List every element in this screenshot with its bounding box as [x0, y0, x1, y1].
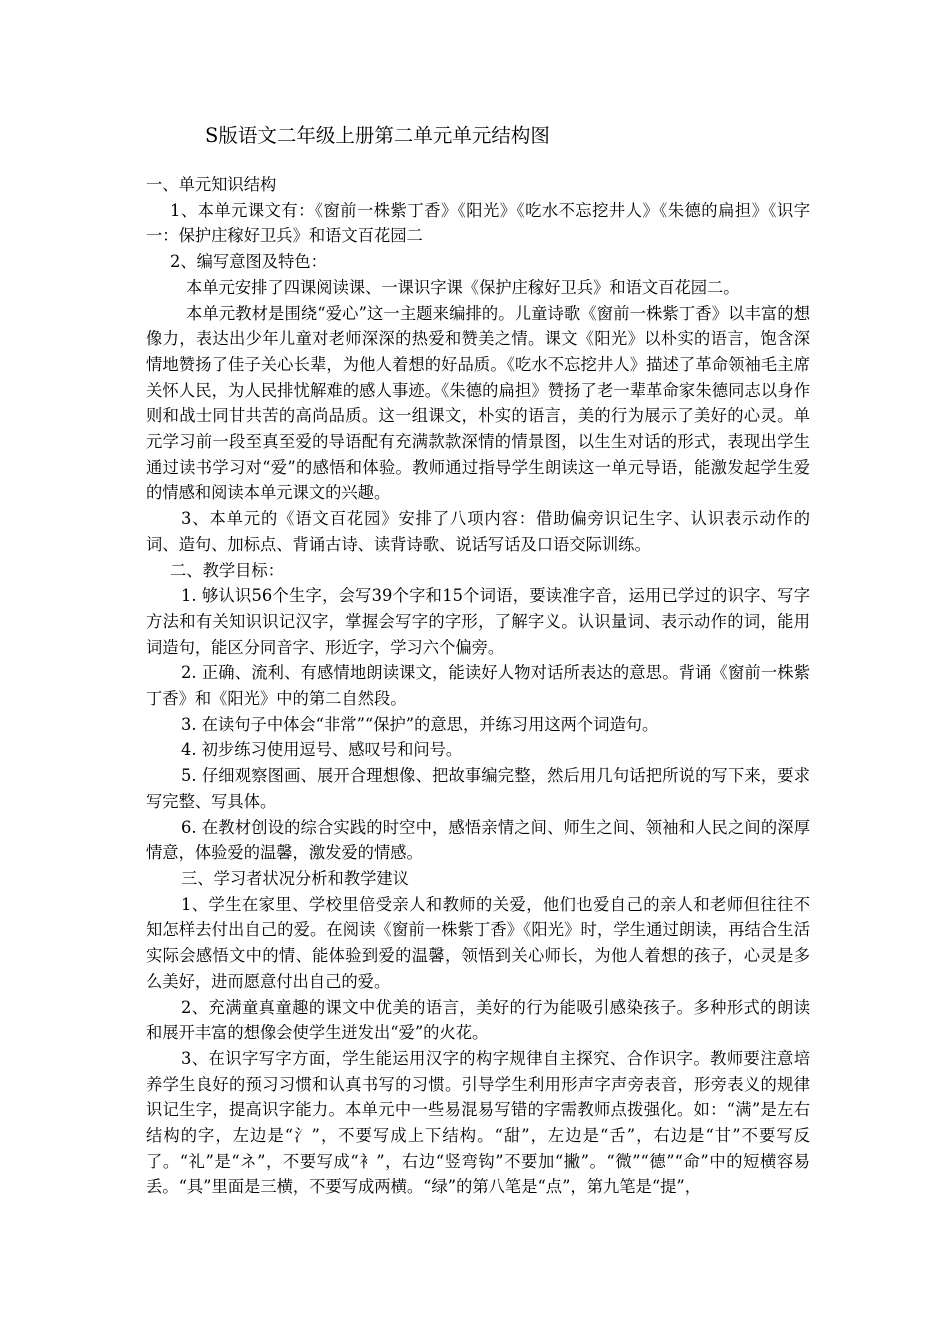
- paragraph-goal-2: 2. 正确、流利、有感情地朗读课文，能读好人物对话所表达的意思。背诵《窗前一株紫丁香》和《阳光》中的第二自然段。: [146, 663, 810, 709]
- paragraph-unit-arrangement: 本单元安排了四课阅读课、一课识字课《保护庄稼好卫兵》和语文百花园二。: [186, 277, 740, 297]
- paragraph-analysis-2: 2、充满童真童趣的课文中优美的语言，美好的行为能吸引感染孩子。多种形式的朗读和展开丰富的想像会使学生迸发出“爱”的火花。: [146, 997, 810, 1043]
- paragraph-design-intent-heading: 2、编写意图及特色：: [170, 252, 327, 272]
- section-heading-learner-analysis: 三、学习者状况分析和教学建议: [181, 868, 409, 888]
- paragraph-analysis-3: 3、在识字写字方面，学生能运用汉字的构字规律自主探究、合作识字。教师要注意培养学生良好的预习习惯和认真书写的习惯。引导学生利用形声字声旁表音，形旁表义的规律识记生字，提高识字能力。本单元中一些易混易写错的字需教师点拨强化。如：“满”是左右结构的字，左边是“氵”，不要写成上下结构。“甜”，左边是“舌”，右边是“甘”不要写反了。“礼”是“ネ”，不要写成“衤”，右边“竖弯钩”不要加“撇”。“微”“德”“命”中的短横容易丢。“具”里面是三横，不要写成两横。“绿”的第八笔是“点”，第九笔是“提”，: [146, 1048, 810, 1197]
- paragraph-lesson-list: 1、本单元课文有：《窗前一株紫丁香》《阳光》《吃水不忘挖井人》《朱德的扁担》《识字一：保护庄稼好卫兵》和语文百花园二: [146, 200, 810, 246]
- document-title: S版语文二年级上册第二单元单元结构图: [205, 124, 550, 147]
- paragraph-goal-4: 4. 初步练习使用逗号、感叹号和问号。: [181, 740, 463, 760]
- paragraph-analysis-1: 1、学生在家里、学校里倍受亲人和教师的关爱，他们也爱自己的亲人和老师但往往不知怎样去付出自己的爱。在阅读《窗前一株紫丁香》《阳光》时，学生通过朗读，再结合生活实际会感悟文中的情、能体验到爱的温馨，领悟到关心师长，为他人着想的孩子，心灵是多么美好，进而愿意付出自己的爱。: [146, 894, 810, 991]
- paragraph-goal-3: 3. 在读句子中体会“非常”“保护”的意思，并练习用这两个词造句。: [181, 714, 659, 734]
- paragraph-unit-theme: 本单元教材是围绕“爱心”这一主题来编排的。儿童诗歌《窗前一株紫丁香》以丰富的想像力，表达出少年儿童对老师深深的热爱和赞美之情。课文《阳光》以朴实的语言，饱含深情地赞扬了佳子关心长辈，为他人着想的好品质。《吃水不忘挖井人》描述了革命领袖毛主席关怀人民，为人民排忧解难的感人事迹。《朱德的扁担》赞扬了老一辈革命家朱德同志以身作则和战士同甘共苦的高尚品质。这一组课文，朴实的语言，美的行为展示了美好的心灵。单元学习前一段至真至爱的导语配有充满款款深情的情景图，以生生对话的形式，表现出学生通过读书学习对“爱”的感悟和体验。教师通过指导学生朗读这一单元导语，能激发起学生爱的情感和阅读本单元课文的兴趣。: [146, 303, 810, 503]
- paragraph-goal-1: 1. 够认识56个生字，会写39个字和15个词语，要读准字音，运用已学过的识字、写字方法和有关知识识记汉字，掌握会写字的字形，了解字义。认识量词、表示动作的词，能用词造句，能区分同音字、形近字，学习六个偏旁。: [146, 586, 810, 657]
- paragraph-goal-6: 6. 在教材创设的综合实践的时空中，感悟亲情之间、师生之间、领袖和人民之间的深厚情意，体验爱的温馨，激发爱的情感。: [146, 817, 810, 863]
- document-body: [146, 172, 810, 1200]
- section-heading-unit-structure: 一、单元知识结构: [146, 175, 277, 194]
- paragraph-baihuayuan: 3、本单元的《语文百花园》安排了八项内容：借助偏旁识记生字、认识表示动作的词、造句、加标点、背诵古诗、读背诗歌、说话写话及口语交际训练。: [146, 509, 810, 554]
- paragraph-goal-5: 5. 仔细观察图画、展开合理想像、把故事编完整，然后用几句话把所说的写下来，要求写完整、写具体。: [146, 766, 810, 811]
- section-heading-teaching-goals: 二、教学目标：: [170, 560, 284, 580]
